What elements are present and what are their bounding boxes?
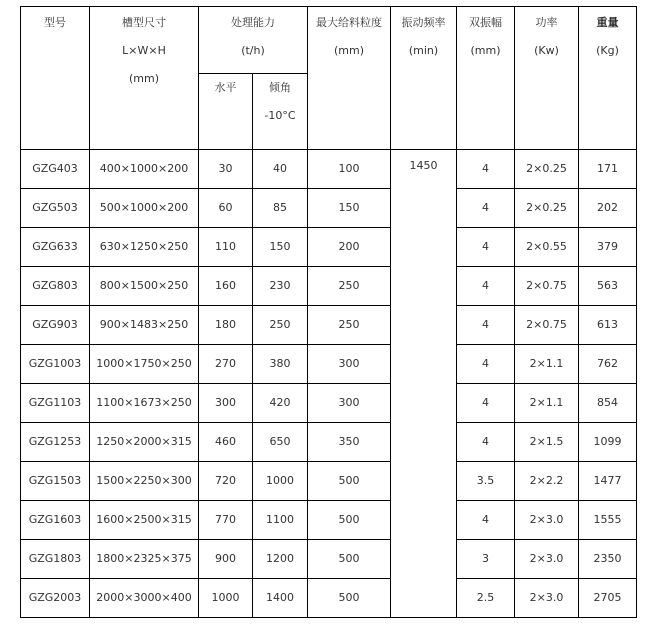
spec-table	[20, 6, 637, 618]
cell-feed: 300	[308, 384, 391, 423]
cell-h: 180	[199, 306, 253, 345]
cell-weight: 202	[579, 189, 637, 228]
cell-power: 2×0.25	[515, 189, 579, 228]
cell-power: 2×3.0	[515, 579, 579, 618]
cell-amp: 4	[457, 423, 515, 462]
cell-t: 1100	[253, 501, 308, 540]
cell-amp: 2.5	[457, 579, 515, 618]
cell-t: 1400	[253, 579, 308, 618]
cell-amp: 4	[457, 345, 515, 384]
cell-h: 160	[199, 267, 253, 306]
cell-h: 460	[199, 423, 253, 462]
cell-feed: 150	[308, 189, 391, 228]
table-row	[21, 150, 637, 189]
cell-amp: 4	[457, 384, 515, 423]
cell-feed: 200	[308, 228, 391, 267]
cell-power: 2×0.75	[515, 306, 579, 345]
cell-power: 2×1.1	[515, 384, 579, 423]
cell-model: GZG803	[21, 267, 90, 306]
table-row	[21, 384, 637, 423]
cell-size: 1000×1750×250	[90, 345, 199, 384]
cell-model: GZG1103	[21, 384, 90, 423]
cell-power: 2×2.2	[515, 462, 579, 501]
cell-size: 500×1000×200	[90, 189, 199, 228]
cell-size: 1800×2325×375	[90, 540, 199, 579]
cell-model: GZG503	[21, 189, 90, 228]
cell-t: 85	[253, 189, 308, 228]
cell-weight: 1477	[579, 462, 637, 501]
header-weight: 重量 (Kg)	[579, 7, 637, 150]
header-capacity: 处理能力 (t/h)	[199, 7, 308, 74]
cell-model: GZG633	[21, 228, 90, 267]
cell-feed: 350	[308, 423, 391, 462]
header-power: 功率 (Kw)	[515, 7, 579, 150]
cell-model: GZG1803	[21, 540, 90, 579]
header-model: 型号	[21, 7, 90, 150]
cell-size: 630×1250×250	[90, 228, 199, 267]
cell-t: 250	[253, 306, 308, 345]
cell-amp: 3.5	[457, 462, 515, 501]
cell-t: 1200	[253, 540, 308, 579]
cell-power: 2×0.25	[515, 150, 579, 189]
cell-t: 230	[253, 267, 308, 306]
cell-size: 1250×2000×315	[90, 423, 199, 462]
cell-h: 110	[199, 228, 253, 267]
cell-size: 800×1500×250	[90, 267, 199, 306]
table-row	[21, 540, 637, 579]
cell-h: 60	[199, 189, 253, 228]
cell-power: 2×3.0	[515, 540, 579, 579]
cell-weight: 171	[579, 150, 637, 189]
cell-weight: 613	[579, 306, 637, 345]
cell-feed: 500	[308, 579, 391, 618]
cell-h: 30	[199, 150, 253, 189]
table-row	[21, 501, 637, 540]
cell-h: 770	[199, 501, 253, 540]
cell-amp: 4	[457, 189, 515, 228]
cell-h: 720	[199, 462, 253, 501]
cell-power: 2×1.1	[515, 345, 579, 384]
cell-size: 1600×2500×315	[90, 501, 199, 540]
cell-amp: 4	[457, 228, 515, 267]
cell-h: 300	[199, 384, 253, 423]
cell-h: 270	[199, 345, 253, 384]
cell-amp: 4	[457, 150, 515, 189]
header-capacity-horizontal: 水平	[199, 74, 253, 150]
cell-t: 1000	[253, 462, 308, 501]
cell-size: 400×1000×200	[90, 150, 199, 189]
header-capacity-tilt: 倾角 -10°C	[253, 74, 308, 150]
header-feed-size: 最大给料粒度 (mm)	[308, 7, 391, 150]
cell-t: 150	[253, 228, 308, 267]
cell-amp: 3	[457, 540, 515, 579]
cell-feed: 100	[308, 150, 391, 189]
cell-power: 2×1.5	[515, 423, 579, 462]
cell-t: 650	[253, 423, 308, 462]
cell-amp: 4	[457, 501, 515, 540]
table-header	[21, 7, 637, 150]
cell-size: 1500×2250×300	[90, 462, 199, 501]
cell-model: GZG903	[21, 306, 90, 345]
cell-power: 2×0.55	[515, 228, 579, 267]
cell-feed: 250	[308, 306, 391, 345]
cell-model: GZG2003	[21, 579, 90, 618]
table-row	[21, 228, 637, 267]
cell-power: 2×0.75	[515, 267, 579, 306]
cell-weight: 563	[579, 267, 637, 306]
table-row	[21, 423, 637, 462]
cell-weight: 1099	[579, 423, 637, 462]
table-row	[21, 579, 637, 618]
cell-h: 1000	[199, 579, 253, 618]
cell-weight: 2350	[579, 540, 637, 579]
cell-model: GZG1253	[21, 423, 90, 462]
cell-feed: 250	[308, 267, 391, 306]
table-row	[21, 267, 637, 306]
header-size: 槽型尺寸 L×W×H (mm)	[90, 7, 199, 150]
cell-amp: 4	[457, 306, 515, 345]
table-row	[21, 462, 637, 501]
cell-feed: 500	[308, 462, 391, 501]
cell-size: 2000×3000×400	[90, 579, 199, 618]
cell-weight: 2705	[579, 579, 637, 618]
cell-h: 900	[199, 540, 253, 579]
cell-feed: 500	[308, 540, 391, 579]
cell-feed: 300	[308, 345, 391, 384]
cell-size: 900×1483×250	[90, 306, 199, 345]
cell-size: 1100×1673×250	[90, 384, 199, 423]
cell-weight: 379	[579, 228, 637, 267]
table-body	[21, 150, 637, 618]
header-amplitude: 双振幅 (mm)	[457, 7, 515, 150]
cell-t: 40	[253, 150, 308, 189]
cell-frequency: 1450	[391, 150, 457, 618]
table-row	[21, 189, 637, 228]
cell-t: 380	[253, 345, 308, 384]
cell-weight: 762	[579, 345, 637, 384]
cell-model: GZG1603	[21, 501, 90, 540]
cell-model: GZG403	[21, 150, 90, 189]
header-frequency: 振动频率 (min)	[391, 7, 457, 150]
table-row	[21, 306, 637, 345]
cell-model: GZG1003	[21, 345, 90, 384]
cell-feed: 500	[308, 501, 391, 540]
cell-weight: 1555	[579, 501, 637, 540]
table-row	[21, 345, 637, 384]
cell-power: 2×3.0	[515, 501, 579, 540]
cell-t: 420	[253, 384, 308, 423]
cell-weight: 854	[579, 384, 637, 423]
cell-amp: 4	[457, 267, 515, 306]
cell-model: GZG1503	[21, 462, 90, 501]
